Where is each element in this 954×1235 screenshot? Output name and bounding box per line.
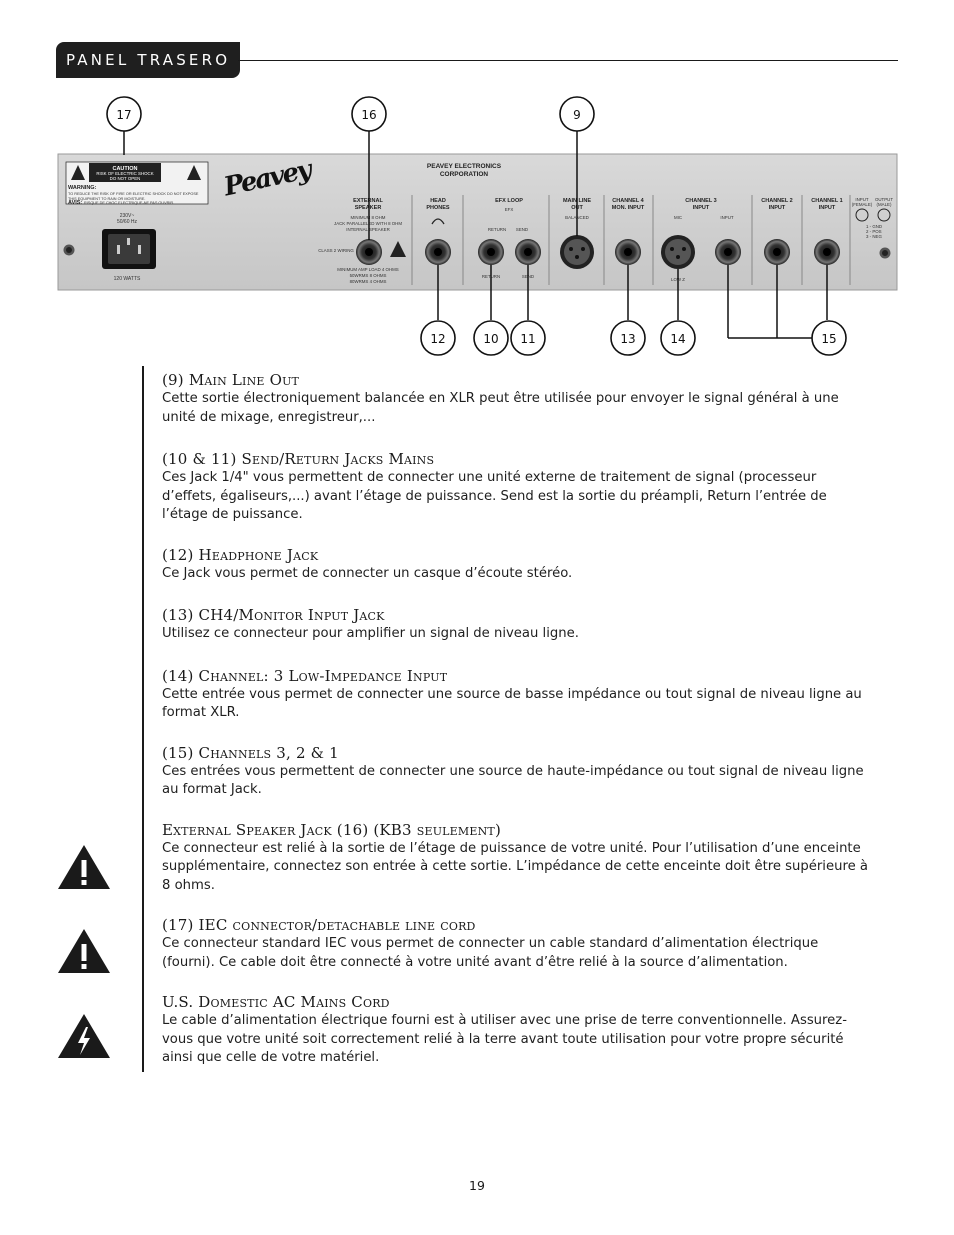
- section-iec-connector: [162, 915, 874, 972]
- svg-text:INPUT: INPUT: [855, 197, 869, 202]
- warning-exclamation-icon: [56, 844, 112, 890]
- svg-text:RISK OF ELECTRIC SHOCK: RISK OF ELECTRIC SHOCK: [96, 171, 154, 176]
- electric-shock-warning-icon: [56, 1013, 112, 1059]
- main-line-out-xlr-connector: [560, 235, 594, 269]
- section-title: PANEL TRASERO: [66, 51, 231, 69]
- warning-exclamation-icon: [56, 928, 112, 974]
- svg-text:MON. INPUT: MON. INPUT: [611, 205, 645, 211]
- page-number: 19: [469, 1178, 485, 1193]
- svg-text:15: 15: [821, 332, 837, 346]
- svg-text:INPUT: INPUT: [768, 205, 786, 211]
- svg-text:EFX LOOP: EFX LOOP: [495, 198, 523, 204]
- svg-text:50/60 Hz: 50/60 Hz: [116, 219, 138, 225]
- section-send-return: [162, 449, 874, 525]
- svg-text:11: 11: [520, 332, 536, 346]
- svg-text:RETURN: RETURN: [487, 227, 507, 232]
- svg-text:13: 13: [620, 332, 636, 346]
- svg-text:CAUTION: CAUTION: [112, 166, 138, 172]
- section-main-line-out: [162, 370, 874, 427]
- svg-text:CHANNEL 3: CHANNEL 3: [685, 198, 717, 204]
- svg-text:16: 16: [361, 108, 377, 122]
- svg-text:230V~: 230V~: [119, 213, 135, 219]
- svg-text:DO NOT OPEN: DO NOT OPEN: [109, 176, 141, 181]
- callout-9: [560, 97, 594, 131]
- section-body: Le cable d’alimentation électrique fourni est à utiliser avec une prise de terre conventionnelle. Assurez-vous que votre unité soit correctement relié à la terre avant toute utilisation pour votre propre sécurité ainsi que celle de votre matériel.: [162, 1013, 847, 1065]
- callout-11: [511, 321, 545, 355]
- svg-text:MINIMUM AMP LOAD 4 OHMS: MINIMUM AMP LOAD 4 OHMS: [337, 267, 399, 272]
- svg-text:SEND: SEND: [515, 227, 529, 232]
- svg-text:80WRMS 4 OHMS: 80WRMS 4 OHMS: [349, 279, 387, 284]
- svg-text:Peavey: Peavey: [221, 154, 313, 203]
- svg-text:INPUT: INPUT: [720, 215, 734, 220]
- svg-text:OUT: OUT: [571, 205, 583, 211]
- svg-text:MINIMUM 8 OHM: MINIMUM 8 OHM: [350, 215, 386, 220]
- svg-text:CHANNEL 2: CHANNEL 2: [761, 198, 793, 204]
- svg-text:2 - POS: 2 - POS: [866, 229, 882, 234]
- svg-text:50WRMS 8 OHMS: 50WRMS 8 OHMS: [349, 273, 387, 278]
- section-body: Utilisez ce connecteur pour amplifier un signal de niveau ligne.: [162, 626, 579, 641]
- section-heading: U.S. Domestic AC Mains Cord: [162, 993, 390, 1011]
- svg-text:(FEMALE): (FEMALE): [851, 202, 873, 207]
- screw-right-icon: [880, 248, 891, 259]
- svg-text:10: 10: [483, 332, 499, 346]
- svg-text:TO REDUCE THE RISK OF FIRE OR: TO REDUCE THE RISK OF FIRE OR ELECTRIC SHOCK DO NOT EXPOSE: [68, 192, 199, 196]
- section-header-tab: [56, 42, 240, 78]
- section-body: Ce connecteur standard IEC vous permet de connecter un cable standard d’alimentation électrique (fourni). Ce cable doit être connecté à votre unité avant d’être relié à la source d’alimentation.: [162, 936, 819, 970]
- section-us-mains-cord: [162, 992, 874, 1068]
- section-body: Ce connecteur est relié à la sortie de l’étage de puissance de votre unité. Pour l’utilisation d’une enceinte supplémentaire, connectez son entrée à cette sortie. L’impédance de cette enceinte doit être supérieure à 8 ohms.: [162, 840, 868, 893]
- svg-text:BALANCED: BALANCED: [565, 215, 589, 220]
- section-body: Ce Jack vous permet de connecter un casque d’écoute stéréo.: [162, 565, 573, 581]
- svg-text:CLASS 2 WIRING: CLASS 2 WIRING: [318, 248, 354, 253]
- svg-text:HEAD: HEAD: [430, 198, 446, 204]
- callout-10: [474, 321, 508, 355]
- svg-text:120 WATTS: 120 WATTS: [113, 276, 141, 282]
- svg-text:RETURN: RETURN: [481, 274, 501, 279]
- header-rule: [238, 60, 898, 61]
- svg-text:9: 9: [573, 108, 581, 122]
- section-heading: (15) Channels 3, 2 & 1: [162, 743, 339, 762]
- iec-power-inlet-icon: [102, 229, 156, 269]
- svg-text:INPUT: INPUT: [692, 205, 710, 211]
- section-body: Ces entrées vous permettent de connecter une source de haute-impédance ou tout signal de niveau ligne au format Jack.: [162, 763, 864, 797]
- section-heading: External Speaker Jack (16) (KB3 seulement): [162, 820, 502, 839]
- rear-panel-diagram: [0, 80, 954, 370]
- svg-text:INTERNAL SPEAKER: INTERNAL SPEAKER: [346, 227, 390, 232]
- section-body: Ces Jack 1/4" vous permettent de connecter une unité externe de traitement de signal (processeur d’effets, égaliseurs,...) avant l’étage de puissance. Send est la sortie du préampli, Return l’entrée de l’étage de puissance.: [162, 470, 827, 522]
- svg-text:AVIS:: AVIS:: [68, 200, 83, 206]
- svg-text:MAIN LINE: MAIN LINE: [562, 198, 592, 204]
- screw-left-icon: [64, 245, 75, 256]
- callout-12: [421, 321, 455, 355]
- svg-text:OUTPUT: OUTPUT: [874, 197, 894, 202]
- section-channels-321: [162, 743, 874, 800]
- caution-label: [66, 162, 208, 206]
- section-body: Cette entrée vous permet de connecter une source de basse impédance ou tout signal de niveau ligne au format XLR.: [162, 686, 862, 720]
- section-external-speaker: [162, 820, 874, 896]
- section-body: Cette sortie électroniquement balancée en XLR peut être utilisée pour envoyer le signal général à une unité de mixage, enregistreur,...: [162, 391, 839, 425]
- channel-3-xlr-connector: [661, 235, 695, 269]
- callout-15: [812, 321, 846, 355]
- callout-16: [352, 97, 386, 131]
- content-left-rule: [142, 366, 144, 1072]
- content-column: [162, 370, 874, 1068]
- svg-text:3 - NEG: 3 - NEG: [866, 234, 882, 239]
- svg-text:WARNING:: WARNING:: [68, 185, 97, 191]
- callout-13: [611, 321, 645, 355]
- svg-text:CORPORATION: CORPORATION: [439, 171, 489, 178]
- callout-14: [661, 321, 695, 355]
- svg-text:CHANNEL 4: CHANNEL 4: [612, 198, 644, 204]
- section-ch4-monitor: [162, 605, 874, 644]
- callout-17: [107, 97, 141, 131]
- svg-text:1 - GND: 1 - GND: [866, 224, 883, 229]
- svg-text:MIC: MIC: [673, 215, 683, 220]
- svg-text:THIS EQUIPMENT TO RAIN OR MOIS: THIS EQUIPMENT TO RAIN OR MOISTURE.: [68, 197, 146, 201]
- svg-text:PHONES: PHONES: [426, 205, 450, 211]
- svg-text:SPEAKER: SPEAKER: [354, 205, 382, 211]
- section-headphone: [162, 545, 874, 584]
- section-low-impedance: [162, 666, 874, 723]
- svg-text:CHANNEL 1: CHANNEL 1: [811, 198, 843, 204]
- section-heading: (10 & 11) Send/Return Jacks Mains: [162, 450, 435, 468]
- section-heading: (13) CH4/Monitor Input Jack: [162, 606, 385, 624]
- svg-text:14: 14: [670, 332, 686, 346]
- svg-text:LOW Z: LOW Z: [671, 277, 685, 282]
- section-heading: (12) Headphone Jack: [162, 545, 319, 564]
- section-heading: (9) Main Line Out: [162, 371, 300, 389]
- section-heading: (14) Channel: 3 Low-Impedance Input: [162, 666, 448, 685]
- svg-text:RISQUE DE CHOC ELECTRIQUE-NE P: RISQUE DE CHOC ELECTRIQUE-NE PAS OUVRIR.: [84, 201, 175, 205]
- section-heading: (17) IEC connector/detachable line cord: [162, 916, 476, 934]
- svg-text:12: 12: [430, 332, 446, 346]
- svg-text:EXTERNAL: EXTERNAL: [353, 198, 383, 204]
- svg-text:PEAVEY ELECTRONICS: PEAVEY ELECTRONICS: [426, 163, 502, 170]
- svg-text:17: 17: [116, 108, 132, 122]
- svg-text:JACK PARALLELED WITH 8 OHM: JACK PARALLELED WITH 8 OHM: [334, 221, 402, 226]
- svg-text:(MALE): (MALE): [876, 202, 892, 207]
- svg-text:EFX: EFX: [504, 207, 514, 212]
- svg-text:INPUT: INPUT: [818, 205, 836, 211]
- svg-text:SEND: SEND: [521, 274, 535, 279]
